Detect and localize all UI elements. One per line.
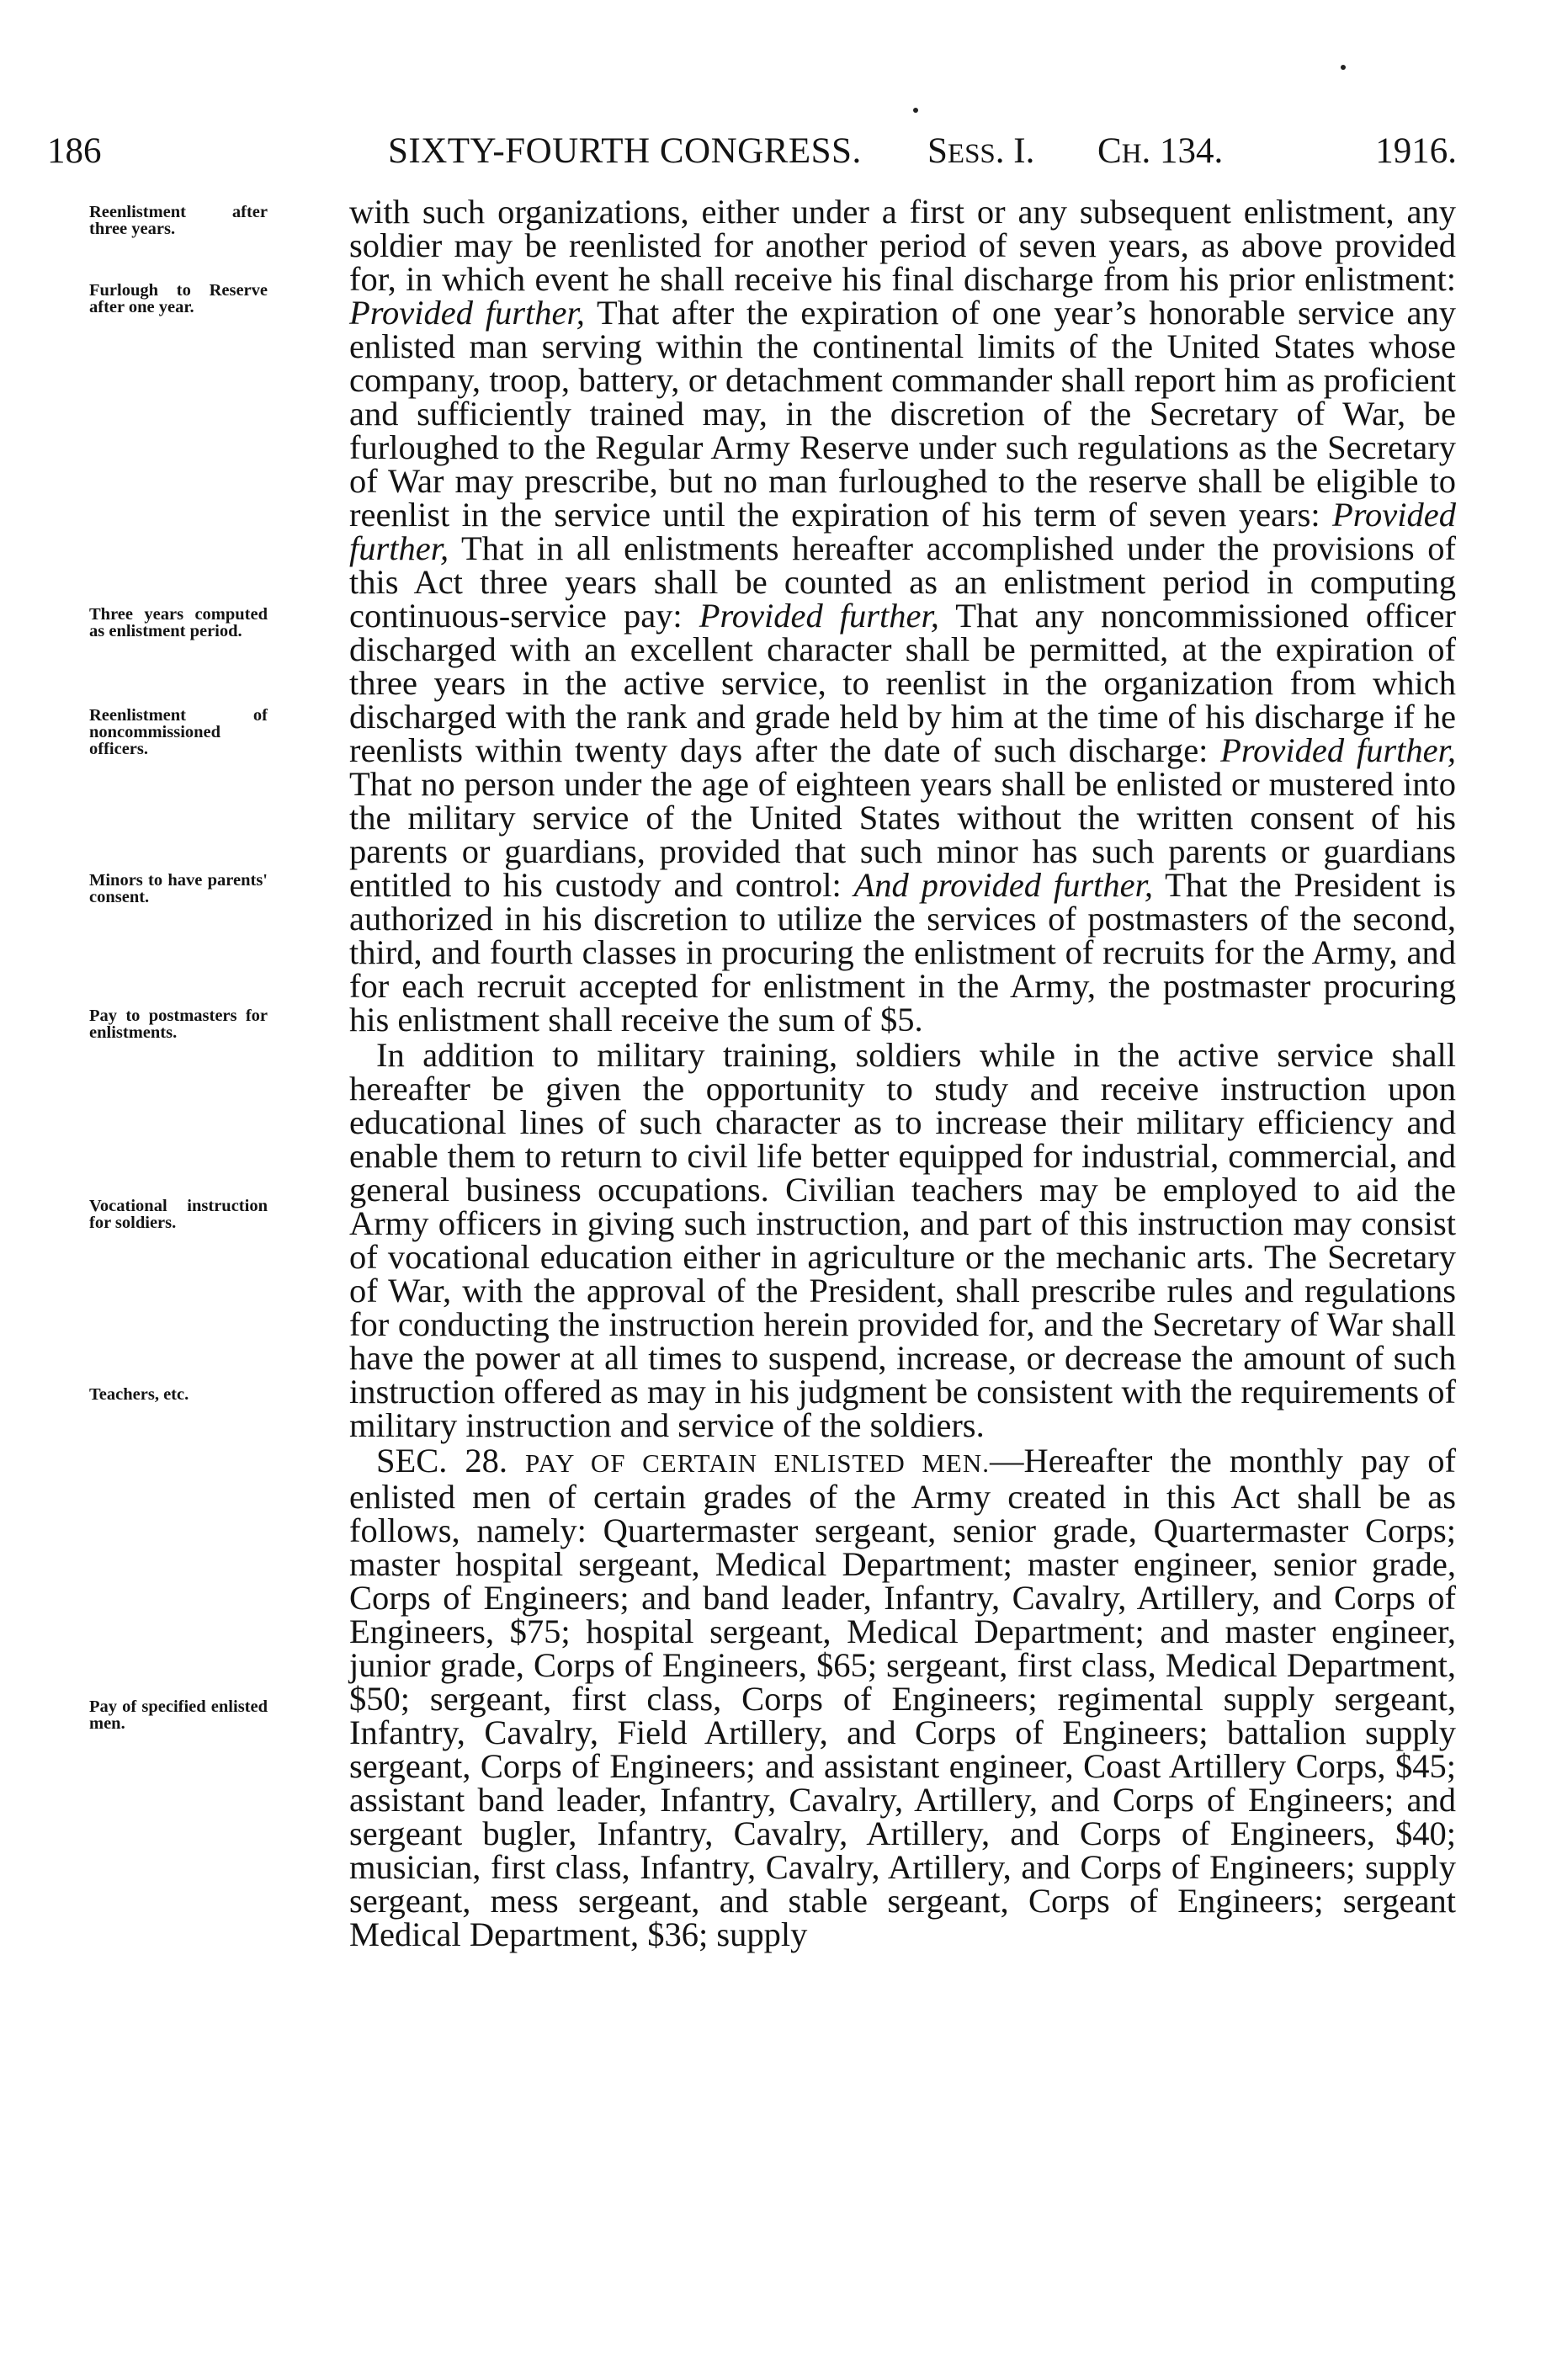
- year-label: 1916.: [1375, 131, 1457, 171]
- session-label: SESS. I.: [927, 131, 1035, 171]
- page-number: 186: [47, 131, 102, 171]
- section-number: SEC. 28.: [376, 1442, 508, 1480]
- margin-note-vocational: Vocational instruction for soldiers.: [89, 1197, 268, 1232]
- margin-note-minors: Minors to have parents' consent.: [89, 871, 268, 906]
- margin-note-three-years: Three years computed as enlistment period.: [89, 605, 268, 640]
- page-header: [47, 128, 1457, 175]
- margin-note-reenlistment: Reenlistment after three years.: [89, 203, 268, 238]
- paragraph-section-28: SEC. 28. PAY OF CERTAIN ENLISTED MEN.—Hereafter the monthly pay of enlisted men of certain grades of the Army created in this Act shall be as follows, namely: Quartermaster sergeant, senior grade, Quartermaster Corps; master hospital sergeant, Medical Department; master engineer, senior grade, Corps of Engineers; and band leader, Infantry, Cavalry, Artillery, and Corps of Engineers, $75; hospital sergeant, Medical Department; and master engineer, junior grade, Corps of Engineers, $65; sergeant, first class, Medical Department, $50; sergeant, first class, Corps of Engineers; regimental supply sergeant, Infantry, Cavalry, Field Artillery, and Corps of Engineers; battalion supply sergeant, Corps of Engineers; and assistant engineer, Coast Artillery Corps, $45; assistant band leader, Infantry, Cavalry, Artillery, and Corps of Engineers; and sergeant bugler, Infantry, Cavalry, Artillery, and Corps of Engineers, $40; musician, first class, Infantry, Cavalry, Artillery, and Corps of Engineers; supply sergeant, mess sergeant, and stable sergeant, Corps of Engineers; sergeant Medical Department, $36; supply: [349, 1442, 1457, 1953]
- print-speck: [1341, 65, 1346, 70]
- margin-note-nco-reenlistment: Reenlistment of noncommissioned officers.: [89, 706, 268, 758]
- section-heading: PAY OF CERTAIN ENLISTED MEN.: [525, 1448, 990, 1478]
- paragraph-enlistment: with such organizations, either under a first or any subsequent enlistment, any soldier may be reenlisted for another period of seven years, as above provided for, in which event he shall receive his final discharge from his prior enlistment: Provided further, That after the expiration of one year’s honorable service any enlisted man serving within the continental limits of the United States whose company, troop, battery, or detachment commander shall report him as proficient and sufficiently trained may, in the discretion of the Secretary of War, be furloughed to the Regular Army Reserve under such regulations as the Secretary of War may prescribe, but no man furloughed to the reserve shall be eligible to reenlist in the service until the expiration of his term of seven years: Provided further, That in all enlistments hereafter accomplished under the provisions of this Act three years shall be counted as an enlistment period in computing continuous-service pay: Provided further, That any noncommissioned officer discharged with an excellent character shall be permitted, at the expiration of three years in the active service, to reenlist in the organization from which discharged with the rank and grade held by him at the time of his discharge if he reenlists within twenty days after the date of such discharge: Provided further, That no person under the age of eighteen years shall be enlisted or mustered into the military service of the United States without the written consent of his parents or guardians, provided that such minor has such parents or guardians entitled to his custody and control: And provided further, That the President is authorized in his discretion to utilize the services of postmasters of the second, third, and fourth classes in procuring the enlistment of recruits for the Army, and for each recruit accepted for enlistment in the Army, the postmaster procuring his enlistment shall receive the sum of $5.: [349, 193, 1457, 1039]
- margin-note-pay-enlisted: Pay of specified enlisted men.: [89, 1697, 268, 1733]
- chapter-label: CH. 134.: [1097, 131, 1224, 171]
- margin-note-postmasters: Pay to postmasters for enlistments.: [89, 1007, 268, 1042]
- running-title: SIXTY-FOURTH CONGRESS.: [388, 131, 862, 171]
- statute-text: [349, 195, 1456, 1952]
- margin-note-furlough: Furlough to Reserve after one year.: [89, 281, 268, 316]
- print-speck: [913, 108, 918, 113]
- paragraph-vocational: In addition to military training, soldiers while in the active service shall hereafter be given the opportunity to study and receive instruction upon educational lines of such character as to increase their military efficiency and enable them to return to civil life better equipped for industrial, commercial, and general business occupations. Civilian teachers may be employed to aid the Army officers in giving such instruction, and part of this instruction may consist of vocational education either in agriculture or the mechanic arts. The Secretary of War, with the approval of the President, shall prescribe rules and regulations for conducting the instruction herein provided for, and the Secretary of War shall have the power at all times to suspend, increase, or decrease the amount of such instruction offered as may in his judgment be consistent with the requirements of military instruction and service of the soldiers.: [349, 1036, 1456, 1444]
- margin-note-teachers: Teachers, etc.: [89, 1385, 189, 1404]
